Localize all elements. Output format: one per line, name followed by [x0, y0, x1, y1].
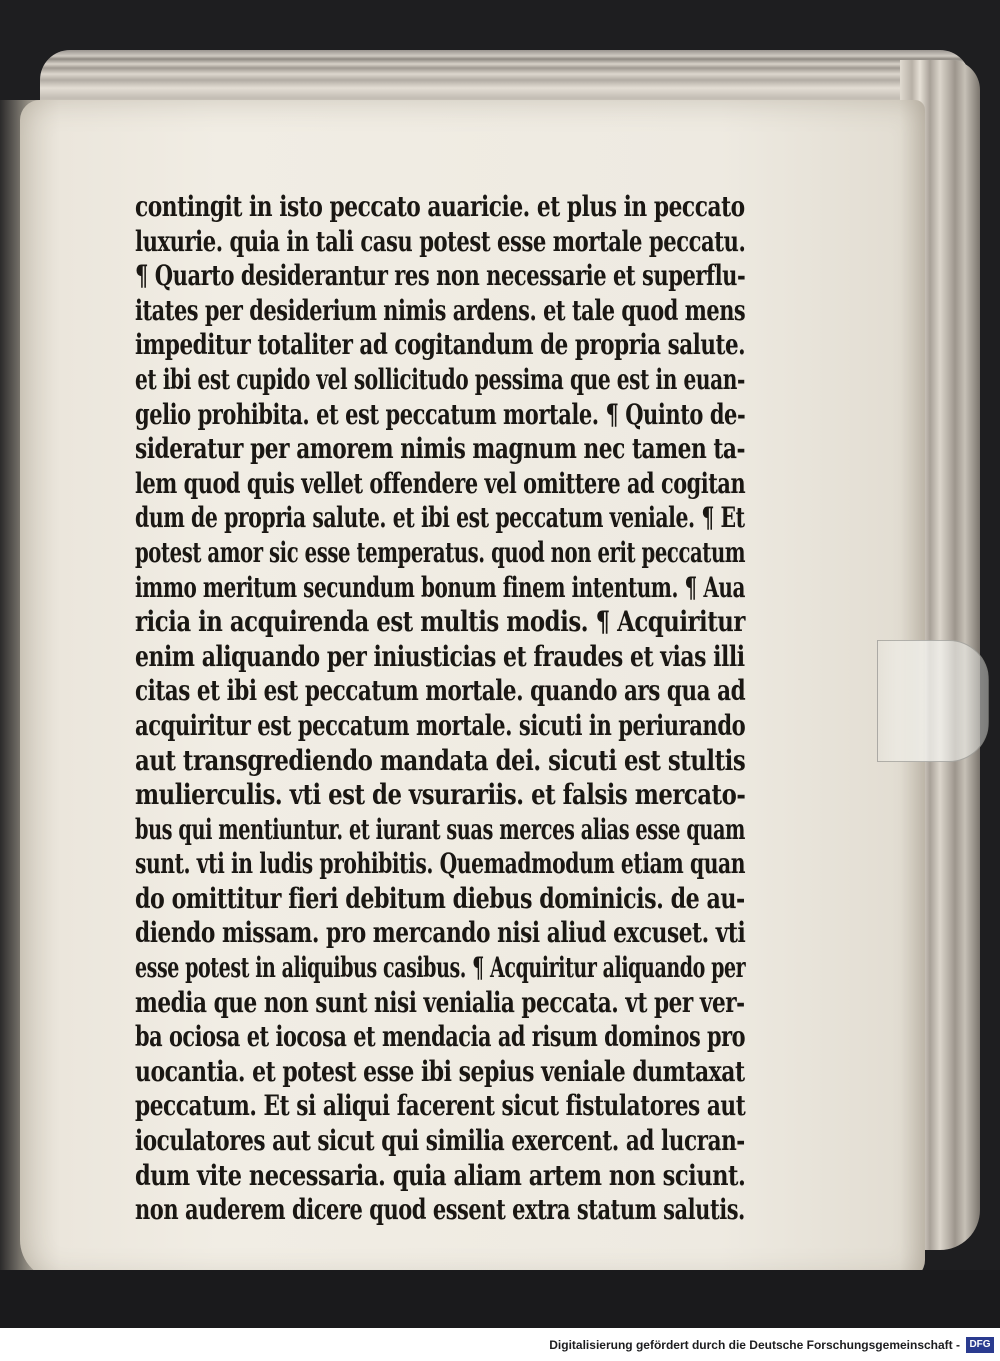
text-line: contingit in isto peccato auaricie. et plus in peccato — [135, 190, 745, 223]
text-line: bus qui mentiuntur. et iurant suas merces alias esse quam — [135, 812, 746, 846]
text-line: immo meritum secundum bonum finem intentum. ¶ Aua — [135, 570, 745, 604]
text-line: sunt. vti in ludis prohibitis. Quemadmodum etiam quan — [135, 847, 746, 881]
transparent-tab-marker — [877, 640, 989, 762]
text-line: sideratur per amorem nimis magnum nec tamen ta- — [135, 432, 746, 466]
text-line: enim aliquando per iniusticias et fraudes et vias illi — [135, 639, 745, 673]
funding-credit: Digitalisierung gefördert durch die Deutsche Forschungsgemeinschaft - — [549, 1338, 960, 1352]
text-line: ba ociosa et iocosa et mendacia ad risum dominos pro — [135, 1020, 746, 1054]
text-line: uocantia. et potest esse ibi sepius veniale dumtaxat — [135, 1054, 745, 1088]
text-line: non auderem dicere quod essent extra statum salutis. — [135, 1193, 745, 1227]
text-line: dum de propria salute. et ibi est peccatum veniale. ¶ Et — [135, 501, 745, 535]
text-line: peccatum. Et si aliqui facerent sicut fistulatores aut — [135, 1089, 746, 1123]
printed-text-block — [135, 190, 745, 1228]
text-line: potest amor sic esse temperatus. quod non erit peccatum — [135, 535, 746, 569]
text-line: citas et ibi est peccatum mortale. quando ars qua ad — [135, 674, 746, 708]
text-line: do omittitur fieri debitum diebus dominicis. de au- — [135, 881, 745, 915]
text-line: et ibi est cupido vel sollicitudo pessima que est in euan- — [135, 362, 745, 396]
text-line: esse potest in aliquibus casibus. ¶ Acquiritur aliquando per — [135, 951, 746, 985]
text-line: luxurie. quia in tali casu potest esse mortale peccatu. — [135, 224, 746, 258]
text-line: impeditur totaliter ad cogitandum de propria salute. — [135, 328, 746, 362]
footer-bar — [0, 1330, 1000, 1361]
text-line: ¶ Quarto desiderantur res non necessarie et superflu- — [135, 259, 746, 293]
text-line: aut transgrediendo mandata dei. sicuti est stultis — [135, 743, 746, 777]
text-line: diendo missam. pro mercando nisi aliud excuset. vti — [135, 916, 746, 950]
text-line: itates per desiderium nimis ardens. et tale quod mens — [135, 293, 746, 327]
text-line: acquiritur est peccatum mortale. sicuti in periurando — [135, 708, 746, 742]
scan-background-bottom — [0, 1270, 1000, 1328]
text-line: media que non sunt nisi venialia peccata. vt per ver- — [135, 985, 745, 1019]
text-line: lem quod quis vellet offendere vel omittere ad cogitan — [135, 466, 746, 500]
text-line: ricia in acquirenda est multis modis. ¶ Acquiritur — [135, 605, 745, 639]
text-line: gelio prohibita. et est peccatum mortale. ¶ Quinto de- — [135, 397, 746, 431]
text-line: dum vite necessaria. quia aliam artem non sciunt. — [135, 1158, 746, 1192]
dfg-logo: DFG — [966, 1337, 994, 1353]
text-line: mulierculis. vti est de vsurariis. et falsis mercato- — [135, 778, 746, 812]
text-line: ioculatores aut sicut qui similia exercent. ad lucran- — [135, 1124, 745, 1158]
